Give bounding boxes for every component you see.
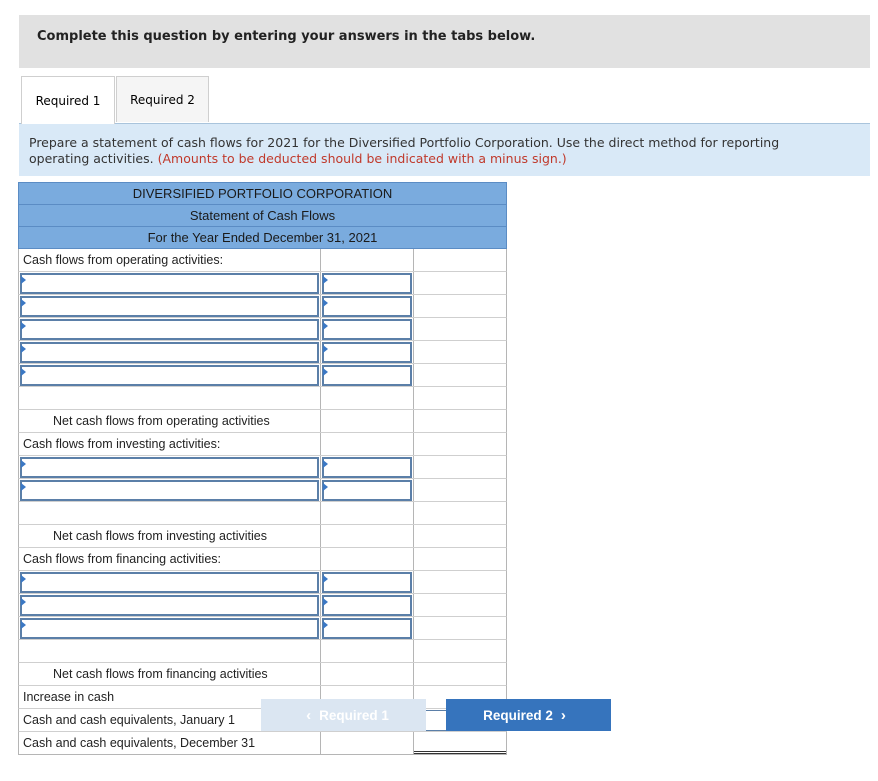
investing-item-1-amount-input[interactable] <box>322 457 412 478</box>
financing-net-label: Net cash flows from financing activities <box>53 667 268 681</box>
tab-required-1[interactable]: Required 1 <box>21 76 115 124</box>
table-row <box>18 272 507 295</box>
tab-required-2[interactable]: Required 2 <box>116 76 209 122</box>
operating-item-3-amount-input[interactable] <box>322 319 412 340</box>
table-row <box>18 249 507 272</box>
financing-item-2-amount-input[interactable] <box>322 595 412 616</box>
table-row <box>18 295 507 318</box>
banner-text: Complete this question by entering your answers in the tabs below. <box>37 29 536 44</box>
investing-item-2-label-input[interactable] <box>20 480 319 501</box>
operating-item-3-label-input[interactable] <box>20 319 319 340</box>
instruction-banner <box>19 15 870 68</box>
chevron-left-icon: ‹ <box>306 706 312 724</box>
chevron-right-icon: › <box>560 706 566 724</box>
table-row <box>18 640 507 663</box>
double-underline <box>414 751 506 754</box>
company-name: DIVERSIFIED PORTFOLIO CORPORATION <box>18 182 507 204</box>
operating-item-1-amount-input[interactable] <box>322 273 412 294</box>
operating-item-2-amount-input[interactable] <box>322 296 412 317</box>
table-row <box>18 410 507 433</box>
instructions-panel <box>19 124 870 176</box>
investing-item-1-label-input[interactable] <box>20 457 319 478</box>
instructions-note: (Amounts to be deducted should be indicated with a minus sign.) <box>157 151 567 166</box>
instructions-main: Prepare a statement of cash flows for 2021 for the Diversified Portfolio Corporation. Use the direct method for reporting operating activities. <box>29 135 780 166</box>
investing-net-label: Net cash flows from investing activities <box>53 529 267 543</box>
previous-button[interactable] <box>261 699 426 731</box>
table-row <box>18 318 507 341</box>
financing-item-3-amount-input[interactable] <box>322 618 412 639</box>
operating-item-4-label-input[interactable] <box>20 342 319 363</box>
tab-bar <box>19 76 870 124</box>
financing-item-2-label-input[interactable] <box>20 595 319 616</box>
investing-item-2-amount-input[interactable] <box>322 480 412 501</box>
ending-cash-label: Cash and cash equivalents, December 31 <box>23 736 256 750</box>
table-row <box>18 387 507 410</box>
investing-header: Cash flows from investing activities: <box>23 437 221 451</box>
table-row <box>18 617 507 640</box>
operating-item-5-amount-input[interactable] <box>322 365 412 386</box>
table-row <box>18 548 507 571</box>
beginning-cash-label: Cash and cash equivalents, January 1 <box>23 713 235 727</box>
operating-item-1-label-input[interactable] <box>20 273 319 294</box>
operating-item-4-amount-input[interactable] <box>322 342 412 363</box>
table-row <box>18 502 507 525</box>
statement-title: Statement of Cash Flows <box>18 204 507 226</box>
financing-item-1-label-input[interactable] <box>20 572 319 593</box>
operating-item-2-label-input[interactable] <box>20 296 319 317</box>
financing-item-3-label-input[interactable] <box>20 618 319 639</box>
operating-item-5-label-input[interactable] <box>20 365 319 386</box>
cash-flow-statement <box>18 182 507 755</box>
financing-header: Cash flows from financing activities: <box>23 552 221 566</box>
table-row <box>18 732 507 755</box>
operating-header: Cash flows from operating activities: <box>23 253 224 267</box>
table-row <box>18 525 507 548</box>
table-row <box>18 456 507 479</box>
operating-net-label: Net cash flows from operating activities <box>53 414 270 428</box>
financing-item-1-amount-input[interactable] <box>322 572 412 593</box>
statement-period: For the Year Ended December 31, 2021 <box>18 226 507 249</box>
instructions-text <box>29 135 829 167</box>
previous-button-label: Required 1 <box>319 707 389 723</box>
table-row <box>18 571 507 594</box>
table-row <box>18 433 507 456</box>
table-row <box>18 341 507 364</box>
table-row <box>18 663 507 686</box>
table-row <box>18 479 507 502</box>
table-row <box>18 594 507 617</box>
next-button[interactable] <box>446 699 611 731</box>
increase-in-cash-label: Increase in cash <box>23 690 115 704</box>
next-button-label: Required 2 <box>483 707 553 723</box>
table-row <box>18 364 507 387</box>
